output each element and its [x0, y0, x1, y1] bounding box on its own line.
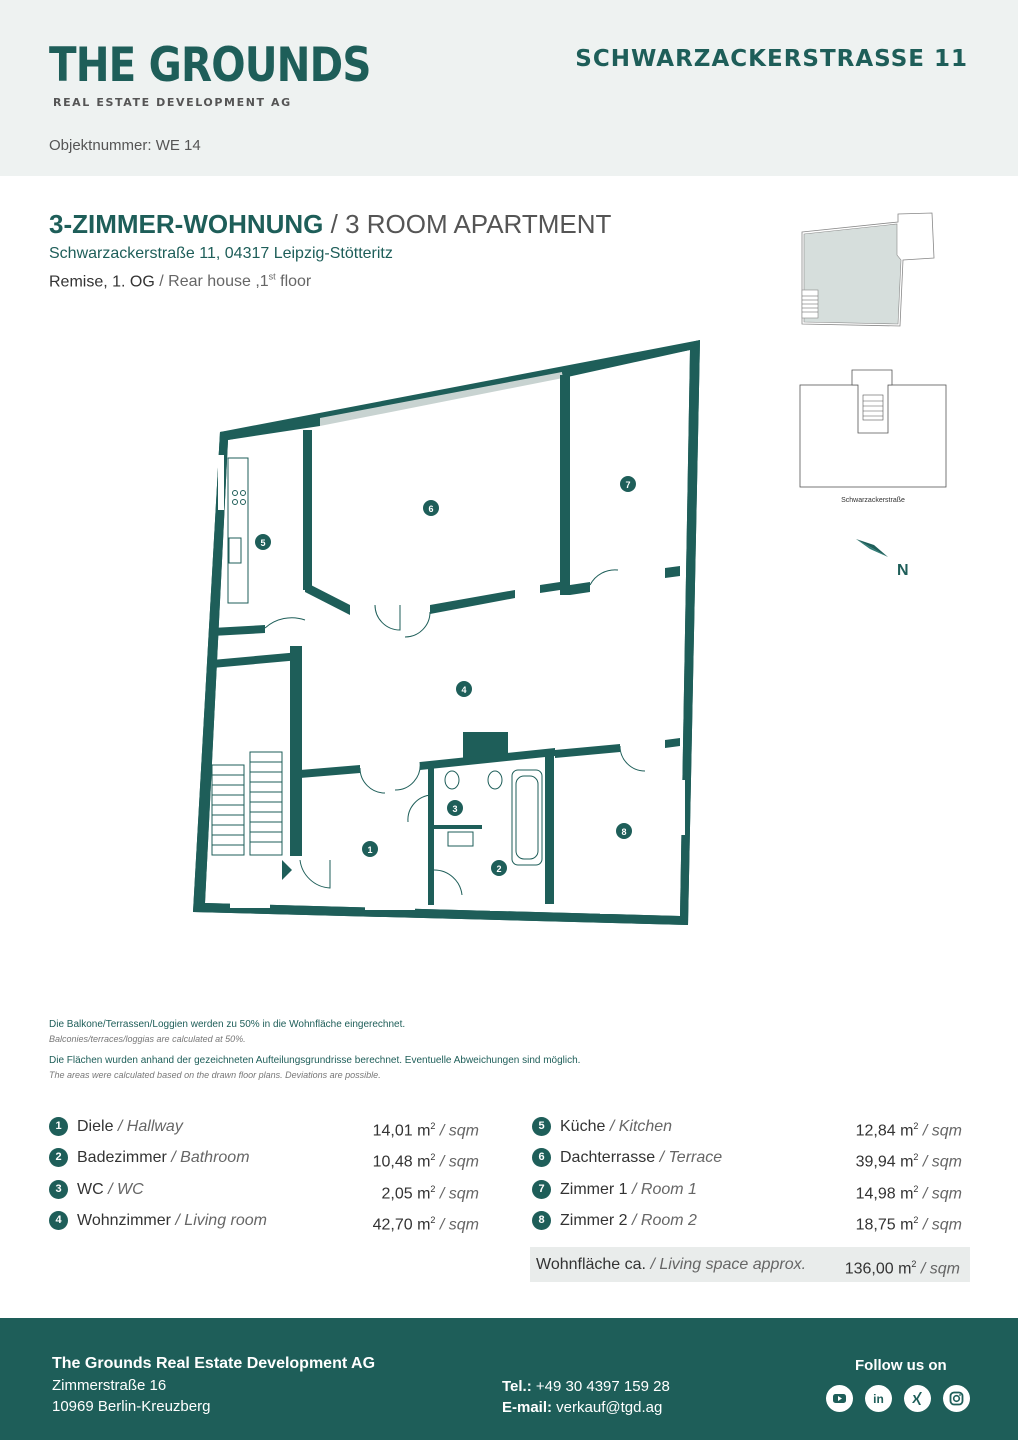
room-marker-6: [423, 500, 439, 516]
room-number-badge: 8: [532, 1211, 551, 1230]
room-area: [856, 1114, 962, 1143]
note-areas-en: The areas were calculated based on the drawn floor plans. Deviations are possible.: [49, 1070, 381, 1080]
footer-company: The Grounds Real Estate Development AG: [52, 1355, 376, 1372]
page-title: [49, 209, 611, 240]
area-sup: 2: [911, 1259, 917, 1269]
north-arrow-icon: [852, 535, 892, 565]
room-number-badge: 1: [49, 1117, 68, 1136]
footer-email[interactable]: [502, 1399, 662, 1416]
room-number-badge: 2: [49, 1148, 68, 1167]
room-area-unit: / sqm: [918, 1122, 962, 1140]
footer-street: Zimmerstraße 16: [52, 1377, 167, 1394]
room-marker-4: [456, 681, 472, 697]
room-number-badge: 5: [532, 1117, 551, 1136]
room-area: [856, 1177, 962, 1206]
area-sup: 2: [913, 1183, 919, 1194]
listing-address: Schwarzackerstraße 11, 04317 Leipzig-Stötteritz: [49, 245, 393, 262]
svg-text:1: 1: [367, 845, 373, 855]
area-sup: 2: [430, 1214, 436, 1225]
area-sup: 2: [913, 1214, 919, 1225]
object-number: Objektnummer: WE 14: [49, 137, 201, 154]
svg-text:6: 6: [428, 504, 434, 514]
room-name-de: Diele: [77, 1118, 114, 1135]
logo-subtitle: REAL ESTATE DEVELOPMENT AG: [53, 96, 292, 109]
room-area: [373, 1208, 479, 1237]
list-item: [49, 1114, 479, 1145]
room-area-unit: / sqm: [435, 1122, 479, 1140]
room-area-unit: / sqm: [435, 1153, 479, 1171]
email-label: E-mail:: [502, 1399, 553, 1416]
follow-us-label: Follow us on: [855, 1357, 947, 1374]
header-address: SCHWARZACKERSTRASSE 11: [575, 46, 968, 72]
total-label-de: Wohnfläche ca.: [536, 1256, 646, 1273]
floor-sup: st: [268, 272, 276, 282]
room-name: [560, 1208, 697, 1233]
room-list-left: [49, 1114, 479, 1239]
room-name: [560, 1177, 697, 1202]
list-item: [49, 1208, 479, 1239]
room-area-value: 10,48 m: [372, 1153, 431, 1171]
footer: [0, 1318, 1018, 1440]
room-area-unit: / sqm: [435, 1184, 479, 1202]
front-building-plan: [795, 365, 950, 490]
room-area: [382, 1177, 480, 1206]
room-name-en: / Hallway: [113, 1118, 183, 1135]
instagram-icon[interactable]: [943, 1385, 970, 1412]
room-area: [856, 1145, 962, 1174]
title-en: 3 ROOM APARTMENT: [345, 209, 612, 239]
room-list-right: [532, 1114, 962, 1239]
room-marker-7: [620, 476, 636, 492]
total-value: [845, 1247, 960, 1286]
room-name-en: / Kitchen: [605, 1118, 673, 1135]
room-name: [77, 1114, 183, 1139]
list-item: [532, 1208, 962, 1239]
compass-label: N: [897, 562, 909, 579]
room-name-de: Wohnzimmer: [77, 1211, 171, 1229]
total-unit: / sqm: [916, 1260, 960, 1278]
room-area-unit: / sqm: [918, 1153, 962, 1171]
note-balcony-en: Balconies/terraces/loggias are calculated at 50%.: [49, 1034, 246, 1044]
xing-icon[interactable]: [904, 1385, 931, 1412]
living-space-total: [530, 1247, 970, 1282]
list-item: [532, 1114, 962, 1145]
linkedin-icon[interactable]: [865, 1385, 892, 1412]
notes: [49, 1018, 949, 1090]
area-sup: 2: [913, 1152, 919, 1163]
title-de: 3-ZIMMER-WOHNUNG: [49, 209, 324, 239]
list-item: [532, 1177, 962, 1208]
room-area-unit: / sqm: [918, 1184, 962, 1202]
area-sup: 2: [430, 1121, 436, 1131]
room-area: [373, 1114, 479, 1143]
room-name-en: / Bathroom: [166, 1149, 250, 1167]
total-label-en: / Living space approx.: [646, 1256, 807, 1273]
room-area-unit: / sqm: [918, 1216, 962, 1234]
room-marker-1: [362, 841, 378, 857]
floor-line: [49, 272, 311, 291]
building-location-plan: [795, 210, 940, 335]
floor-plan: [180, 330, 720, 940]
total-label: [536, 1247, 806, 1282]
room-name-en: / Terrace: [655, 1149, 723, 1167]
room-name: [77, 1177, 144, 1202]
list-item: [49, 1145, 479, 1176]
footer-city: 10969 Berlin-Kreuzberg: [52, 1398, 211, 1415]
area-sup: 2: [430, 1183, 436, 1194]
room-name: [77, 1208, 267, 1233]
title-separator: /: [323, 209, 346, 239]
room-marker-5: [255, 534, 271, 550]
room-number-badge: 7: [532, 1180, 551, 1199]
room-marker-8: [616, 823, 632, 839]
svg-text:8: 8: [621, 827, 627, 837]
room-area-value: 12,84 m: [855, 1122, 914, 1140]
room-area-value: 14,01 m: [372, 1122, 431, 1140]
youtube-icon[interactable]: [826, 1385, 853, 1412]
room-marker-3: [447, 800, 463, 816]
room-name-en: / Room 1: [627, 1180, 697, 1198]
room-name: [77, 1145, 250, 1170]
room-number-badge: 6: [532, 1148, 551, 1167]
logo-title: THE GROUNDS: [49, 38, 371, 93]
room-area-value: 39,94 m: [855, 1153, 914, 1171]
svg-text:3: 3: [452, 804, 458, 814]
room-area: [373, 1145, 479, 1174]
floor-de: Remise, 1. OG: [49, 273, 155, 291]
svg-text:in: in: [873, 1392, 884, 1406]
area-sup: 2: [430, 1152, 436, 1163]
room-name-de: Küche: [560, 1118, 606, 1135]
note-areas-de: Die Flächen wurden anhand der gezeichneten Aufteilungsgrundrisse berechnet. Eventuelle Abweichungen sind möglich.: [49, 1055, 581, 1066]
note-balcony-de: Die Balkone/Terrassen/Loggien werden zu 50% in die Wohnfläche eingerechnet.: [49, 1019, 406, 1030]
floor-en-tail: floor: [275, 273, 312, 291]
phone-label: Tel.:: [502, 1378, 532, 1395]
floor-en: [155, 273, 311, 290]
room-area-value: 18,75 m: [855, 1216, 914, 1234]
room-number-badge: 3: [49, 1180, 68, 1199]
list-item: [49, 1177, 479, 1208]
room-name-en: / Living room: [170, 1211, 267, 1229]
room-marker-2: [491, 860, 507, 876]
area-sup: 2: [913, 1121, 919, 1131]
room-name-de: WC: [77, 1180, 104, 1198]
list-item: [532, 1145, 962, 1176]
room-area-value: 2,05 m: [381, 1184, 431, 1202]
floor-en-text: / Rear house ,1: [154, 273, 269, 291]
total-value-number: 136,00 m: [844, 1260, 912, 1278]
room-area-value: 42,70 m: [372, 1216, 431, 1234]
room-area: [856, 1208, 962, 1237]
room-name-en: / WC: [103, 1180, 144, 1198]
svg-text:5: 5: [260, 538, 266, 548]
room-name-de: Badezimmer: [77, 1149, 167, 1167]
street-label: Schwarzackerstraße: [841, 497, 905, 504]
header-band: [0, 0, 1018, 176]
room-name-en: / Room 2: [627, 1211, 697, 1229]
room-area-unit: / sqm: [435, 1216, 479, 1234]
room-name: [560, 1145, 722, 1170]
svg-text:2: 2: [496, 864, 502, 874]
room-name-de: Dachterrasse: [560, 1149, 656, 1167]
room-area-value: 14,98 m: [855, 1184, 914, 1202]
room-number-badge: 4: [49, 1211, 68, 1230]
svg-text:4: 4: [461, 685, 467, 695]
room-name-de: Zimmer 2: [560, 1211, 628, 1229]
room-name: [560, 1114, 672, 1139]
footer-phone[interactable]: [502, 1378, 670, 1395]
email-address: verkauf@tgd.ag: [552, 1399, 663, 1416]
room-name-de: Zimmer 1: [560, 1180, 628, 1198]
svg-text:7: 7: [625, 480, 631, 490]
phone-number: +49 30 4397 159 28: [531, 1378, 670, 1395]
